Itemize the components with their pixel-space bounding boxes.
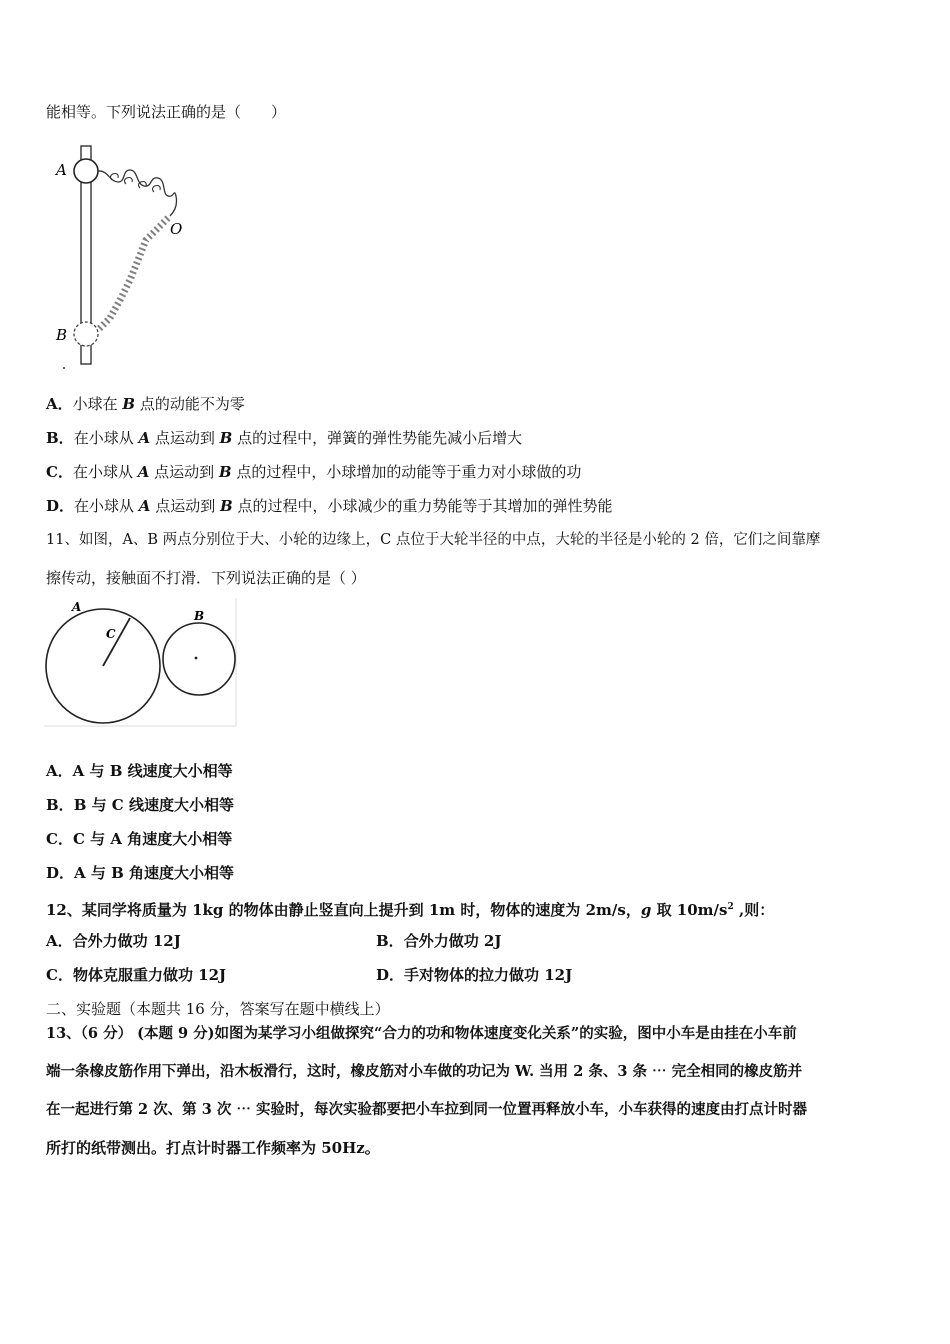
q11-stem-line1: 11、如图，A、B 两点分别位于大、小轮的边缘上，C 点位于大轮半径的中点，大轮的半径是小轮的 2 倍，它们之间靠摩 (46, 532, 821, 548)
section-2-heading: 二、实验题（本题共 16 分，答案写在题中横线上） (46, 1000, 390, 1018)
label-a: A (56, 161, 67, 179)
spring-rod-figure (50, 140, 190, 372)
q11-option-c: C．C 与 A 角速度大小相等 (46, 830, 233, 848)
q13-line-4: 所打的纸带测出。打点计时器工作频率为 50Hz。 (46, 1139, 380, 1157)
label-b: B (56, 326, 68, 344)
q11-option-a: A．A 与 B 线速度大小相等 (46, 762, 233, 780)
q10-option-c: C．在小球从 A 点运动到 B 点的过程中，小球增加的动能等于重力对小球做的功 (46, 463, 582, 481)
q10-option-a: A．小球在 B 点的动能不为零 (46, 395, 245, 413)
q12-option-b: B．合外力做功 2J (376, 932, 502, 950)
wheels-figure (44, 598, 240, 728)
q10-stem: 能相等。下列说法正确的是（ ） (46, 103, 287, 121)
q13-line-3: 在一起进行第 2 次、第 3 次 ⋯ 实验时，每次实验都要把小车拉到同一位置再释放小车，小车获得的速度由打点计时器 (46, 1101, 807, 1118)
label-wheel-c: C (106, 627, 116, 641)
q11-stem-line2: 擦传动，接触面不打滑．下列说法正确的是（ ） (46, 569, 366, 587)
q12-stem: 12、某同学将质量为 1kg 的物体由静止竖直向上提升到 1m 时，物体的速度为 2m/s，g 取 $10m/s^2$ ,则： (46, 901, 775, 919)
q13-line-2: 端一条橡皮筋作用下弹出，沿木板滑行，这时，橡皮筋对小车做的功记为 W. 当用 2 条、3 条 ⋯ 完全相同的橡皮筋并 (46, 1063, 803, 1080)
q13-line-1: 13、（6 分） (本题 9 分)如图为某学习小组做探究“合力的功和物体速度变化关系”的实验，图中小车是由挂在小车前 (46, 1025, 797, 1042)
label-o: O (170, 220, 183, 238)
q12-option-c: C．物体克服重力做功 12J (46, 966, 227, 984)
q10-option-d: D．在小球从 A 点运动到 B 点的过程中，小球减少的重力势能等于其增加的弹性势能 (46, 497, 613, 515)
label-wheel-a: A (72, 600, 82, 614)
q12-option-a: A．合外力做功 12J (46, 932, 181, 950)
q11-option-d: D．A 与 B 角速度大小相等 (46, 864, 234, 882)
q10-option-b: B．在小球从 A 点运动到 B 点的过程中，弹簧的弹性势能先减小后增大 (46, 429, 523, 447)
label-wheel-b: B (194, 609, 205, 623)
q12-option-d: D．手对物体的拉力做功 12J (376, 966, 573, 984)
q11-option-b: B．B 与 C 线速度大小相等 (46, 796, 234, 814)
